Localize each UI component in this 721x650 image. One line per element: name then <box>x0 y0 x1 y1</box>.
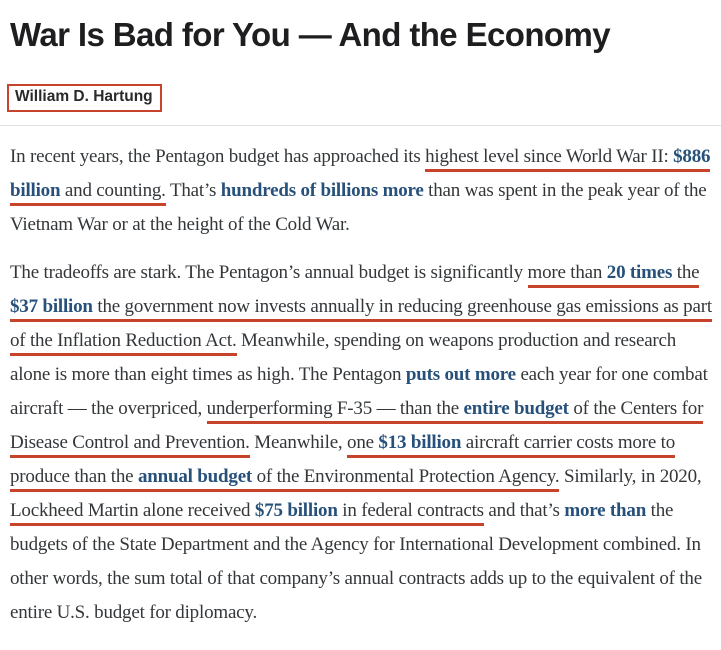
inline-link[interactable]: $13 billion <box>378 432 461 458</box>
red-underline-annotation: of the Centers for Disease Control and Prevention. <box>10 398 703 458</box>
paragraph-text: That’s <box>165 179 221 201</box>
author-name: William D. Hartung <box>15 88 153 106</box>
red-underline-annotation: and counting. <box>60 180 165 206</box>
paragraph-text: The tradeoffs are stark. The Pentagon’s annual budget is significantly <box>10 261 528 283</box>
inline-link[interactable]: 20 times <box>607 262 672 288</box>
inline-link[interactable]: $37 billion <box>10 296 93 322</box>
red-underline-annotation: in federal contracts <box>338 500 484 526</box>
paragraph-text: and that’s <box>483 499 565 521</box>
inline-link[interactable]: $75 billion <box>255 500 338 526</box>
red-underline-annotation: aircraft carrier costs more to produce than the <box>10 432 675 492</box>
paragraph-text: Meanwhile, <box>249 431 348 453</box>
red-underline-annotation: more than <box>528 262 607 288</box>
inline-link[interactable]: $886 billion <box>10 146 710 206</box>
red-underline-annotation: Lockheed Martin alone received <box>10 500 255 526</box>
header-divider <box>0 125 721 126</box>
paragraph-text: Meanwhile, spending on weapons production and research alone is more than eight times as high. The Pentagon <box>10 329 677 385</box>
article-paragraph <box>10 256 712 630</box>
author-box <box>7 84 162 112</box>
red-underline-annotation: the <box>672 262 699 288</box>
article-paragraph <box>10 140 712 242</box>
inline-link[interactable]: puts out more <box>405 363 516 385</box>
inline-link[interactable]: annual budget <box>138 466 252 492</box>
red-underline-annotation: of the Environmental Protection Agency. <box>252 466 559 492</box>
inline-link[interactable]: more than <box>564 499 647 521</box>
red-underline-annotation: underperforming F-35 — than the <box>207 398 464 424</box>
red-underline-annotation: highest level since World War II: <box>425 146 673 172</box>
inline-link[interactable]: hundreds of billions more <box>220 179 424 201</box>
red-underline-annotation: one <box>347 432 378 458</box>
paragraph-text: the budgets of the State Department and the Agency for International Development combined. In other words, the sum total of that company’s annual contracts adds up to the equivalent of the entire U.S. budget for diplomacy. <box>10 499 702 623</box>
red-underline-annotation: the government now invests annually in reducing greenhouse gas emissions as part of the Inflation Reduction Act. <box>10 296 712 356</box>
inline-link[interactable]: entire budget <box>464 398 569 424</box>
paragraph-text: In recent years, the Pentagon budget has approached its <box>10 145 426 167</box>
paragraph-text: than was spent in the peak year of the Vietnam War or at the height of the Cold War. <box>10 179 707 235</box>
article-body <box>9 140 712 630</box>
paragraph-text: Similarly, in 2020, <box>559 465 702 487</box>
paragraph-text: each year for one combat aircraft — the overpriced, <box>10 363 708 419</box>
page-title: War Is Bad for You — And the Economy <box>10 16 610 53</box>
